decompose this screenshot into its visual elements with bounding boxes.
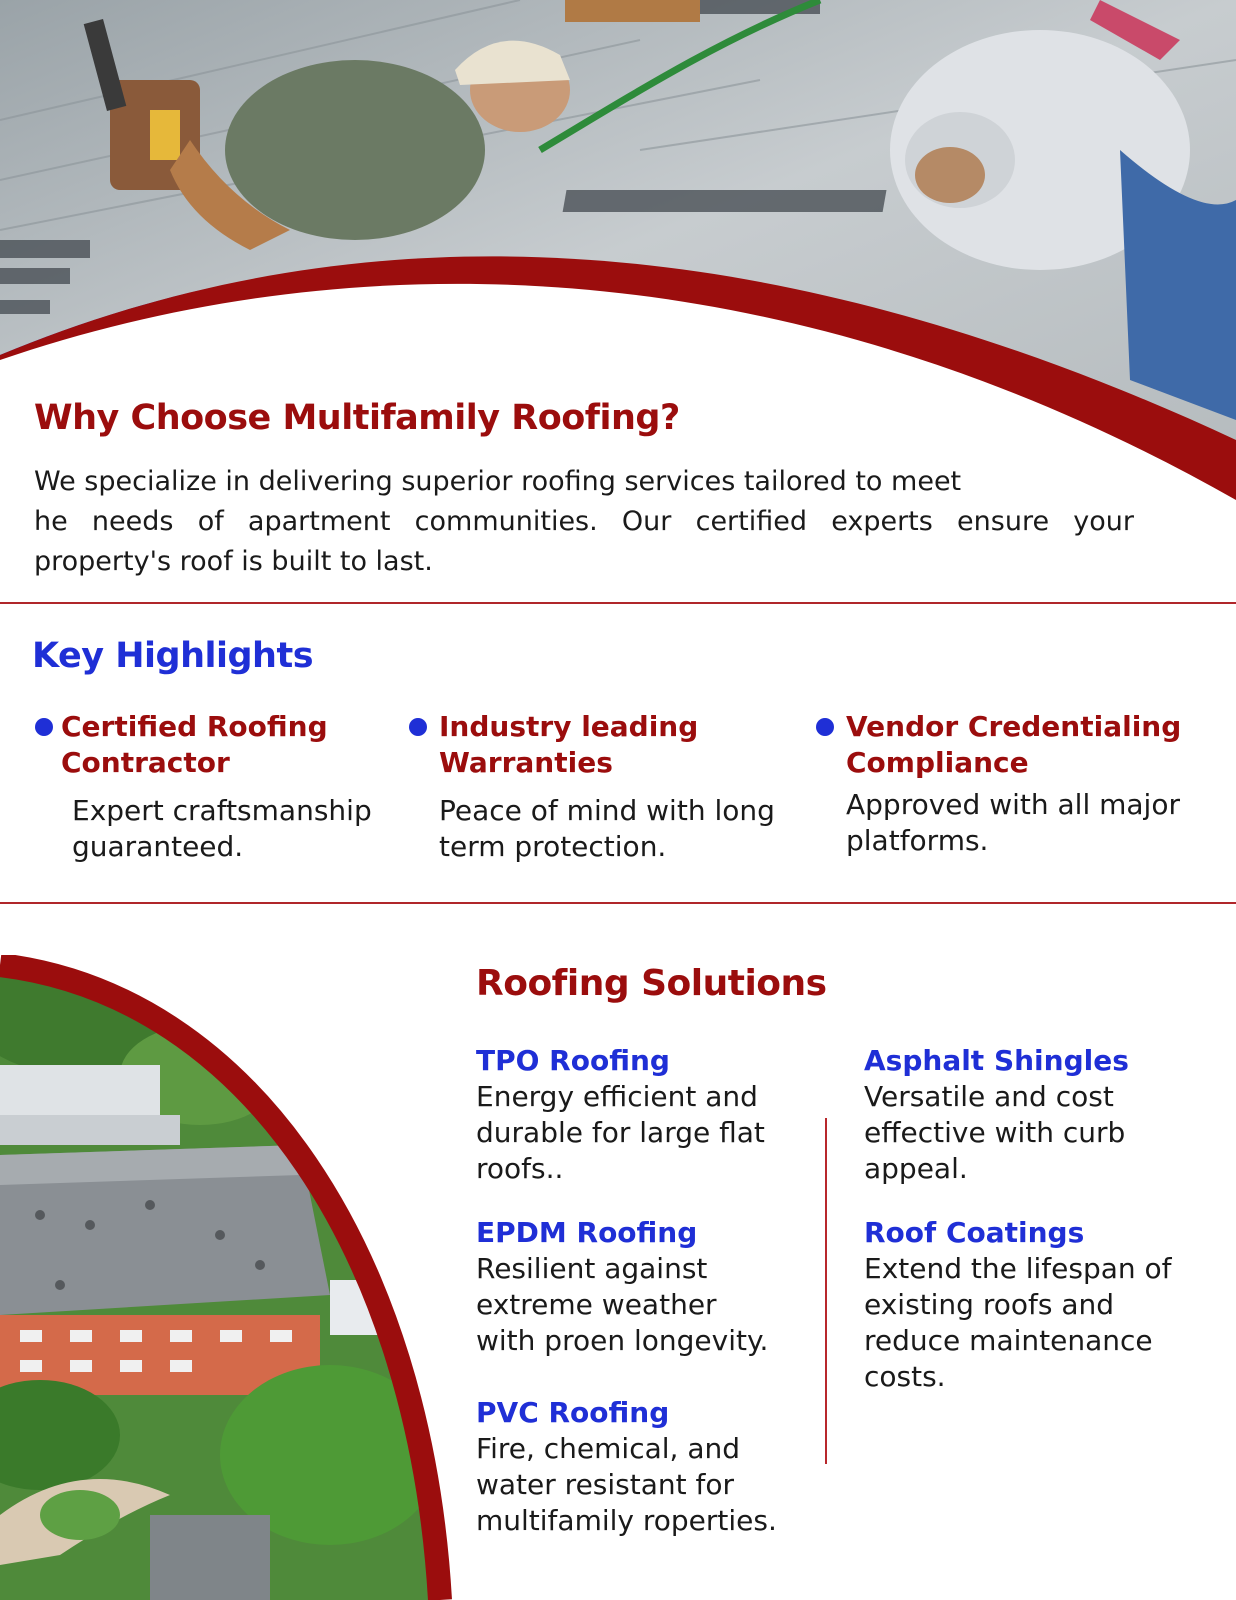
solution-desc-line: Extend the lifespan of [864,1252,1172,1285]
highlight-desc-line: Peace of mind with long [439,794,775,827]
highlight-desc-certified [72,793,372,865]
highlight-desc-vendor [846,787,1180,859]
solution-desc-line: Versatile and cost [864,1080,1114,1113]
intro-body [34,462,1134,582]
solution-desc-line: durable for large flat [476,1116,765,1149]
highlight-title-warranties [439,709,698,781]
solution-coatings [864,1215,1224,1395]
solutions-title: Roofing Solutions [476,963,827,1004]
intro-title: Why Choose Multifamily Roofing? [34,398,680,438]
solution-tpo [476,1043,816,1187]
solution-name: EPDM Roofing [476,1216,698,1249]
intro-body-line-2: he needs of apartment communities. Our certified experts ensure your [34,506,1134,537]
bullet-icon [816,718,834,736]
solution-desc-line: existing roofs and [864,1288,1115,1321]
solution-name: TPO Roofing [476,1044,670,1077]
highlight-desc-warranties [439,793,775,865]
solutions-column-divider [825,1118,827,1464]
solution-epdm [476,1215,816,1359]
solution-desc-line: appeal. [864,1152,968,1185]
highlight-title-line: Warranties [439,746,613,779]
solution-desc-line: Resilient against [476,1252,708,1285]
highlight-desc-line: term protection. [439,830,667,863]
highlight-desc-line: Approved with all major [846,788,1180,821]
solution-desc-line: Energy efficient and [476,1080,758,1113]
section-divider-2 [0,902,1236,904]
solution-desc-line: Fire, chemical, and [476,1432,741,1465]
highlights-title: Key Highlights [32,636,314,676]
intro-body-line-1: We specialize in delivering superior roofing services tailored to meet [34,466,962,497]
highlight-desc-line: guaranteed. [72,830,244,863]
aerial-apartment-photo [0,955,470,1600]
highlight-title-line: Vendor Credentialing [846,710,1182,743]
intro-body-line-3: property's roof is built to last. [34,546,433,577]
highlight-title-line: Certified Roofing [61,710,328,743]
highlight-title-line: Industry leading [439,710,699,743]
solution-desc-line: extreme weather [476,1288,717,1321]
bullet-icon [409,718,427,736]
solution-desc-line: multifamily roperties. [476,1504,777,1537]
highlight-title-vendor [846,709,1181,781]
solution-asphalt [864,1043,1224,1187]
bullet-icon [35,718,53,736]
solution-desc-line: water resistant for [476,1468,735,1501]
solution-desc-line: reduce maintenance [864,1324,1153,1357]
solution-name: Asphalt Shingles [864,1044,1129,1077]
solution-desc-line: roofs.. [476,1152,564,1185]
highlight-desc-line: Expert craftsmanship [72,794,372,827]
solution-desc-line: effective with curb [864,1116,1126,1149]
highlight-desc-line: platforms. [846,824,989,857]
highlight-title-certified [61,709,328,781]
highlight-title-line: Contractor [61,746,230,779]
section-divider-1 [0,602,1236,604]
solution-pvc [476,1395,816,1539]
highlight-title-line: Compliance [846,746,1029,779]
solution-desc-line: costs. [864,1360,946,1393]
solution-name: PVC Roofing [476,1396,670,1429]
solution-desc-line: with proen longevity. [476,1324,769,1357]
solution-name: Roof Coatings [864,1216,1085,1249]
